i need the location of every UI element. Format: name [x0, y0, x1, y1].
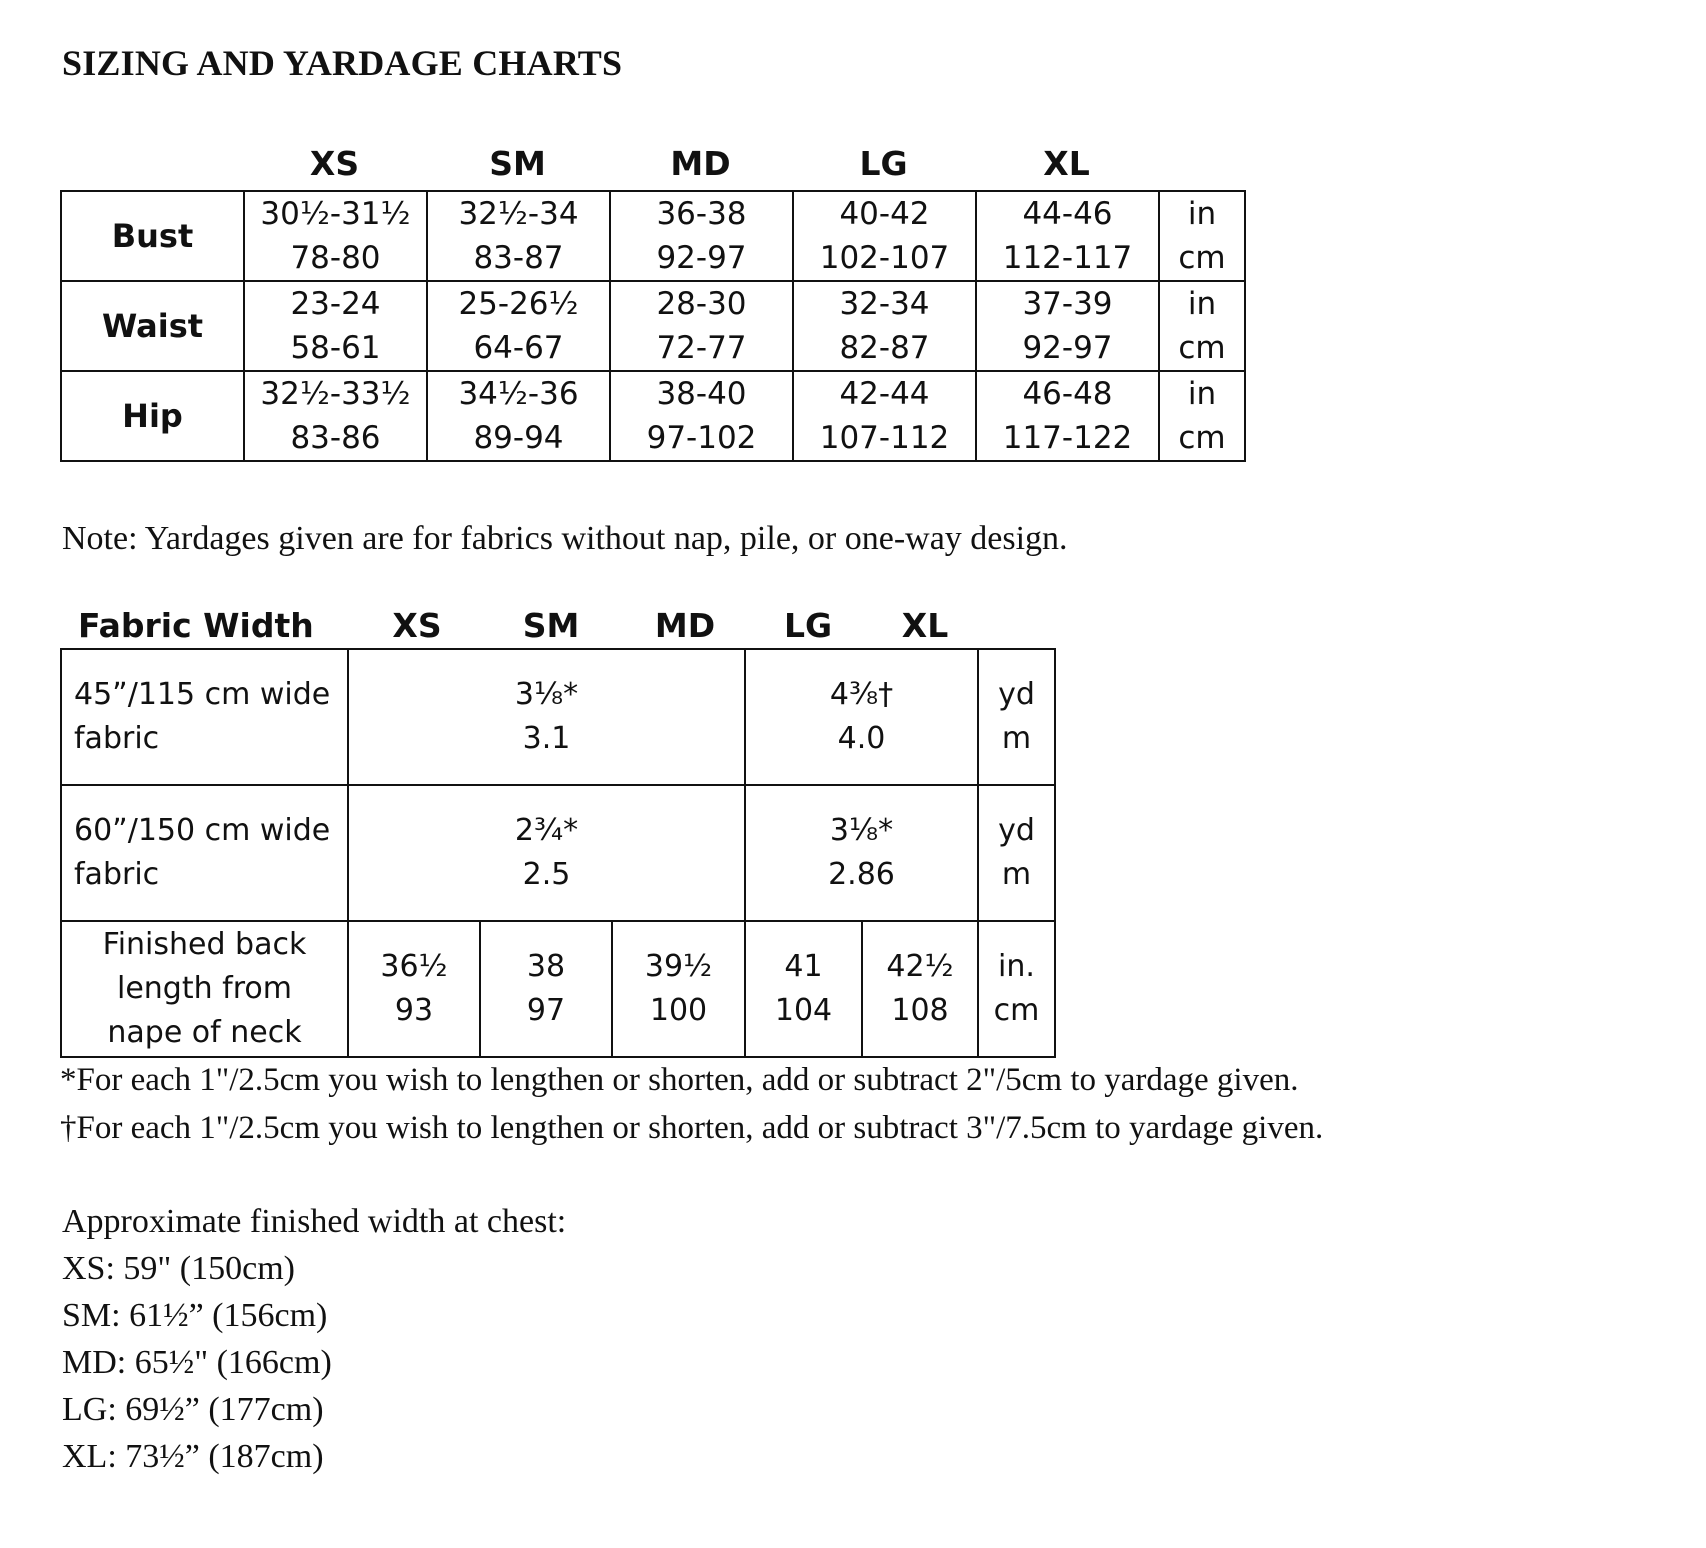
yard-header-xs: XS	[392, 606, 442, 645]
size-header-md: MD	[670, 144, 731, 183]
size-header-xs: XS	[309, 144, 360, 183]
back-length-label: Finished back length from nape of neck	[61, 921, 348, 1057]
table-cell: 39½ 100	[612, 921, 745, 1057]
page-title: SIZING AND YARDAGE CHARTS	[62, 43, 623, 83]
table-row	[61, 281, 1245, 371]
yardage-table	[60, 648, 1056, 1058]
size-header-xl: XL	[1043, 144, 1090, 183]
table-cell: 36½ 93	[348, 921, 480, 1057]
fabric-width-header: Fabric Width	[78, 606, 314, 645]
unit-cell: in. cm	[978, 921, 1055, 1057]
size-header-lg: LG	[859, 144, 908, 183]
table-cell: 2¾* 2.5	[348, 785, 745, 921]
table-cell: 41 104	[745, 921, 862, 1057]
table-cell: 38-40 97-102	[610, 371, 793, 461]
yard-header-lg: LG	[783, 606, 833, 645]
list-item: LG: 69½” (177cm)	[62, 1391, 324, 1428]
unit-cell: yd m	[978, 785, 1055, 921]
table-cell: 4⅜† 4.0	[745, 649, 978, 785]
chest-heading: Approximate finished width at chest:	[62, 1203, 567, 1240]
table-cell: 32-34 82-87	[793, 281, 976, 371]
size-header-sm: SM	[489, 144, 546, 183]
table-cell: 46-48 117-122	[976, 371, 1159, 461]
table-cell: 30½-31½ 78-80	[244, 191, 427, 281]
unit-cell: in cm	[1159, 281, 1245, 371]
table-cell: 23-24 58-61	[244, 281, 427, 371]
table-cell: 3⅛* 2.86	[745, 785, 978, 921]
sizing-table	[60, 190, 1246, 462]
yardage-note: Note: Yardages given are for fabrics without nap, pile, or one-way design.	[62, 520, 1068, 557]
unit-cell: in cm	[1159, 191, 1245, 281]
table-row	[61, 371, 1245, 461]
table-cell: 42-44 107-112	[793, 371, 976, 461]
list-item: MD: 65½" (166cm)	[62, 1344, 332, 1381]
table-cell: 25-26½ 64-67	[427, 281, 610, 371]
yard-header-xl: XL	[901, 606, 949, 645]
footnote-asterisk: *For each 1"/2.5cm you wish to lengthen or shorten, add or subtract 2"/5cm to yardage given.	[60, 1062, 1299, 1098]
list-item: XS: 59" (150cm)	[62, 1250, 295, 1287]
table-cell: 36-38 92-97	[610, 191, 793, 281]
table-cell: 44-46 112-117	[976, 191, 1159, 281]
row-label-bust: Bust	[61, 191, 244, 281]
table-row	[61, 191, 1245, 281]
table-cell: 40-42 102-107	[793, 191, 976, 281]
table-cell: 3⅛* 3.1	[348, 649, 745, 785]
table-row	[61, 785, 1055, 921]
list-item: SM: 61½” (156cm)	[62, 1297, 328, 1334]
table-cell: 32½-34 83-87	[427, 191, 610, 281]
table-row	[61, 921, 1055, 1057]
row-label-hip: Hip	[61, 371, 244, 461]
table-cell: 37-39 92-97	[976, 281, 1159, 371]
unit-cell: in cm	[1159, 371, 1245, 461]
fabric-label-45: 45”/115 cm wide fabric	[61, 649, 348, 785]
footnote-dagger: †For each 1"/2.5cm you wish to lengthen or shorten, add or subtract 3"/7.5cm to yardage given.	[60, 1110, 1324, 1146]
fabric-label-60: 60”/150 cm wide fabric	[61, 785, 348, 921]
table-cell: 34½-36 89-94	[427, 371, 610, 461]
list-item: XL: 73½” (187cm)	[62, 1438, 324, 1475]
table-cell: 28-30 72-77	[610, 281, 793, 371]
table-cell: 42½ 108	[862, 921, 978, 1057]
yard-header-md: MD	[654, 606, 716, 645]
unit-cell: yd m	[978, 649, 1055, 785]
row-label-waist: Waist	[61, 281, 244, 371]
yard-header-sm: SM	[522, 606, 580, 645]
table-cell: 32½-33½ 83-86	[244, 371, 427, 461]
table-cell: 38 97	[480, 921, 612, 1057]
table-row	[61, 649, 1055, 785]
